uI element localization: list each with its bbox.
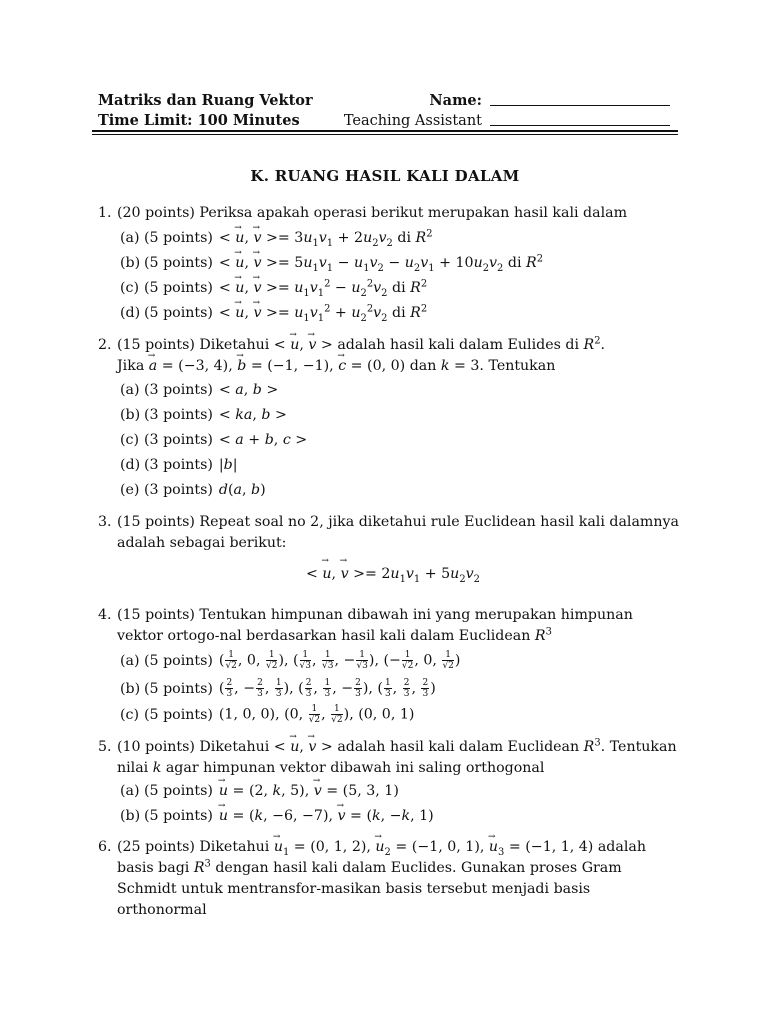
- question-text: (25 points) Diketahui $u \to_1 = (0$, 1, 2), $u \to_2 = (-1$, 0, 1), $u \to_3 = (-1$, 1, 4) adalah basis bagi $R^3$ dengan hasil kali dalam Euclides. Gunakan proses Gram Schmidt untuk mentransfor-masikan basis tersebut menjadi basis orthonormal: [117, 837, 680, 921]
- question-text: (15 points) Tentukan himpunan dibawah ini yang merupakan himpunan vektor ortogo-nal berdasarkan hasil kali dalam Euclidean $R^3$: [117, 607, 633, 644]
- question-text: (20 points) Periksa apakah operasi berikut merupakan hasil kali dalam: [117, 205, 628, 221]
- section-title: K. RUANG HASIL KALI DALAM: [250, 167, 520, 185]
- question-number: 1.: [98, 205, 112, 221]
- question-5: [98, 737, 680, 779]
- header-right: [0, 91, 670, 131]
- question-number: 4.: [98, 607, 112, 623]
- q5-part-a: (a) (5 points) u → = (2, k, 5), v → = (5, 3, 1): [120, 781, 399, 802]
- name-blank-line: [490, 105, 670, 106]
- ta-label: Teaching Assistant: [343, 113, 482, 129]
- q2-part-a: (a) (3 points) < a, b >: [120, 382, 279, 398]
- q4-part-b: (b) (5 points) ( $\frac{2}{3}$ , − $\frac{2}{3}$ , $\frac{1}{3}$ ), ( $\frac{2}{3}$ , $\frac{1}{3}$ , − $\frac{2}{3}$ ), ( $\frac{1}{3}$ , $\frac{2}{3}$ , $\frac{2}{3}$ ): [120, 678, 436, 699]
- question-text: (15 points) Diketahui < u →, v → > adalah hasil kali dalam Eulides di $R^2$. Jika a → = (−3, 4), b → = (−1, −1), c → = (0, 0) dan k = 3. Tentukan: [117, 335, 680, 377]
- header-rule-thick: [92, 130, 678, 132]
- q1-part-c: (c) (5 points) < u →, v → >= $u_1v_1^2 - u_2^2v_2$ di $R^2$: [120, 278, 427, 299]
- question-number: 2.: [98, 337, 112, 353]
- question-number: 6.: [98, 839, 112, 855]
- question-number: 3.: [98, 514, 112, 530]
- question-2: [98, 335, 680, 377]
- question-text: (15 points) Repeat soal no 2, jika diketahui rule Euclidean hasil kali dalamnya adalah sebagai berikut:: [117, 514, 679, 551]
- header-rule-thin: [92, 134, 678, 135]
- question-3: [98, 512, 680, 554]
- q1-part-a: (a) (5 points) < u →, v → >= $3u_1v_1 + 2u_2v_2$ di $R^2$: [120, 228, 433, 249]
- q1-part-b: (b) (5 points) < u →, v → >= $5u_1v_1 - u_1v_2 - u_2v_1 + 10u_2v_2$ di $R^2$: [120, 253, 543, 274]
- course-title: Matriks dan Ruang Vektor: [98, 92, 313, 109]
- time-limit: Time Limit: 100 Minutes: [98, 112, 300, 129]
- ta-blank-line: [490, 125, 670, 126]
- question-text: (10 points) Diketahui < u →, v → > adalah hasil kali dalam Euclidean $R^3$. Tentukan nilai k agar himpunan vektor dibawah ini saling orthogonal: [117, 737, 680, 779]
- q3-equation: < u →, v → >= $2u_1v_1 + 5u_2v_2$: [0, 566, 768, 582]
- q2-part-c: (c) (3 points) < a + b, c >: [120, 432, 308, 448]
- q5-part-b: (b) (5 points) u → = (k, −6, −7), v → = (k, −k, 1): [120, 806, 434, 827]
- q4-part-c: (c) (5 points) (1, 0, 0), (0, $\frac{1}{√2}$ , $\frac{1}{√2}$ ), (0, 0, 1): [120, 704, 415, 725]
- question-6: [98, 837, 680, 921]
- name-label: Name:: [429, 92, 482, 109]
- question-number: 5.: [98, 739, 112, 755]
- question-1: [98, 203, 680, 224]
- q1-part-d: (d) (5 points) < u →, v → >= $u_1v_1^2 + u_2^2v_2$ di $R^2$: [120, 303, 427, 324]
- q4-part-a: (a) (5 points) ( $\frac{1}{√2}$ , 0, $\frac{1}{√2}$ ), ( $\frac{1}{√3}$ , $\frac{1}{√3}$ , − $\frac{1}{√3}$ ), (− $\frac{1}{√2}$ , 0, $\frac{1}{√2}$ ): [120, 650, 461, 671]
- q2-part-e: (e) (3 points) d(a, b): [120, 482, 266, 498]
- q2-part-d: (d) (3 points) |b|: [120, 457, 238, 473]
- q2-part-b: (b) (3 points) < ka, b >: [120, 407, 287, 423]
- question-4: [98, 605, 680, 647]
